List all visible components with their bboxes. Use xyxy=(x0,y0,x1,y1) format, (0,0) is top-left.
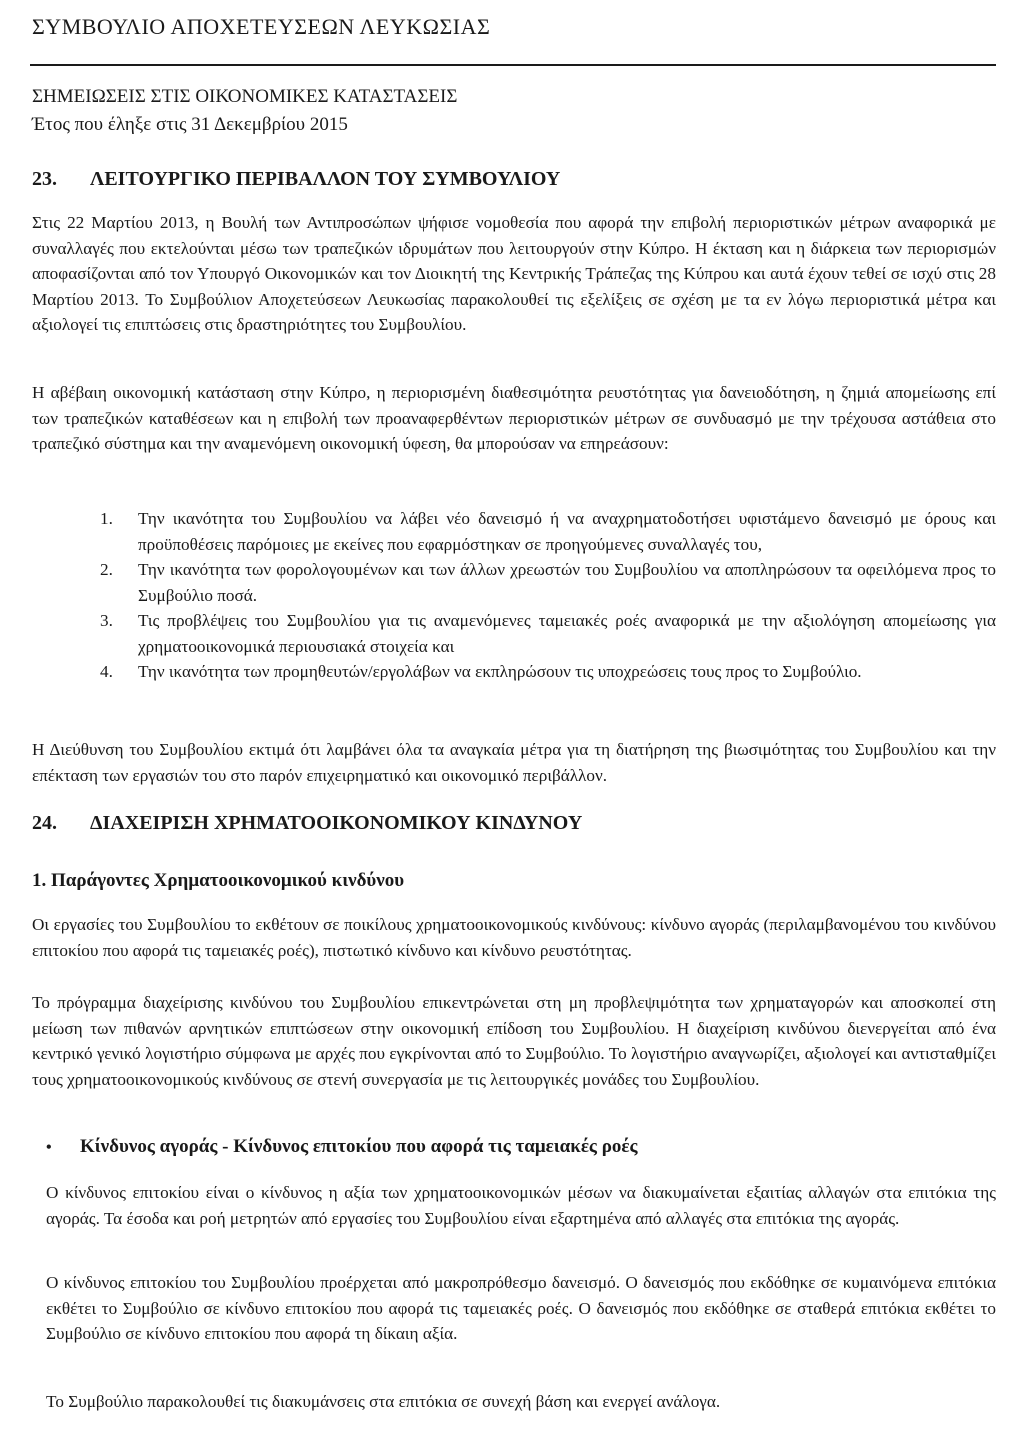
section-23-heading xyxy=(32,168,560,191)
section-number: 23. xyxy=(32,168,57,190)
header-rule xyxy=(30,64,996,66)
section-24-heading xyxy=(32,812,582,835)
list-item-number: 2. xyxy=(100,560,113,579)
list-item xyxy=(100,557,996,608)
year-line: Έτος που έληξε στις 31 Δεκεμβρίου 2015 xyxy=(32,114,348,135)
bullet-icon: • xyxy=(46,1139,52,1156)
section-24-paragraph-1: Οι εργασίες του Συμβουλίου το εκθέτουν σε ποικίλους χρηματοοικονομικούς κινδύνους: κίνδυνο αγοράς (περιλαμβανομένου του κινδύνου επιτοκίου που αφορά τις ταμειακές ροές), πιστωτικό κίνδυνο και κίνδυνο ρευστότητας. xyxy=(32,915,996,960)
notes-title: ΣΗΜΕΙΩΣΕΙΣ ΣΤΙΣ ΟΙΚΟΝΟΜΙΚΕΣ ΚΑΤΑΣΤΑΣΕΙΣ xyxy=(32,86,458,107)
section-24-paragraph-5: Το Συμβούλιο παρακολουθεί τις διακυμάνσεις στα επιτόκια σε συνεχή βάση και ενεργεί ανάλογα. xyxy=(46,1392,721,1411)
organization-title: ΣΥΜΒΟΥΛΙΟ ΑΠΟΧΕΤΕΥΣΕΩΝ ΛΕΥΚΩΣΙΑΣ xyxy=(32,14,491,39)
section-23-paragraph-2: Η αβέβαιη οικονομική κατάσταση στην Κύπρο, η περιορισμένη διαθεσιμότητα ρευστότητας για δανειοδότηση, η ζημιά απομείωσης επί των τραπεζικών καταθέσεων και η επιβολή των προαναφερθέντων περιοριστικών μέτρων σε συνδυασμό με την τρέχουσα αστάθεια στο τραπεζικό σύστημα και την αναμενόμενη οικονομική ύφεση, θα μπορούσαν να επηρεάσουν: xyxy=(32,383,996,453)
section-23-paragraph-1: Στις 22 Μαρτίου 2013, η Βουλή των Αντιπροσώπων ψήφισε νομοθεσία που αφορά την επιβολή περιοριστικών μέτρων αναφορικά με συναλλαγές που εκτελούνται μέσω των τραπεζικών ιδρυμάτων που λειτουργούν στην Κύπρο. Η έκταση και η διάρκεια των περιορισμών αποφασίζονται από τον Υπουργό Οικονομικών και τον Διοικητή της Κεντρικής Τράπεζας της Κύπρου και αυτά έχουν τεθεί σε ισχύ στις 28 Μαρτίου 2013. Το Συμβούλιον Αποχετεύσεων Λευκωσίας παρακολουθεί τις εξελίξεις σε σχέση με τα εν λόγω περιοριστικά μέτρα και αξιολογεί τις επιπτώσεις στις δραστηριότητες του Συμβουλίου. xyxy=(32,213,996,334)
section-title: ΛΕΙΤΟΥΡΓΙΚΟ ΠΕΡΙΒΑΛΛΟΝ ΤΟΥ ΣΥΜΒΟΥΛΙΟΥ xyxy=(90,168,561,190)
section-title: ΔΙΑΧΕΙΡΙΣΗ ΧΡΗΜΑΤΟΟΙΚΟΝΟΜΙΚΟΥ ΚΙΝΔΥΝΟΥ xyxy=(90,812,583,834)
list-item xyxy=(100,608,996,659)
section-number: 24. xyxy=(32,812,57,834)
list-item xyxy=(100,506,996,557)
section-24-paragraph-4: Ο κίνδυνος επιτοκίου του Συμβουλίου προέρχεται από μακροπρόθεσμο δανεισμό. Ο δανεισμός που εκδόθηκε σε κυμαινόμενα επιτόκια εκθέτει το Συμβούλιο σε κίνδυνο επιτοκίου που αφορά τις ταμειακές ροές. Ο δανεισμός που εκδόθηκε σε σταθερά επιτόκια εκθέτει το Συμβούλιο σε κίνδυνο επιτοκίου που αφορά τη δίκαιη αξία. xyxy=(46,1273,996,1343)
list-item-number: 1. xyxy=(100,509,113,528)
section-24-paragraph-2: Το πρόγραμμα διαχείρισης κινδύνου του Συμβουλίου επικεντρώνεται στη μη προβλεψιμότητα των χρηματαγορών και αποσκοπεί στη μείωση των πιθανών αρνητικών επιπτώσεων στην οικονομική επίδοση του Συμβουλίου. Η διαχείριση κινδύνου διενεργείται από ένα κεντρικό γενικό λογιστήριο σύμφωνα με αρχές που εγκρίνονται από το Συμβούλιο. Το λογιστήριο αναγνωρίζει, αξιολογεί και αντισταθμίζει τους χρηματοοικονομικούς κινδύνους σε στενή συνεργασία με τις λειτουργικές μονάδες του Συμβουλίου. xyxy=(32,993,996,1089)
list-item-text: Την ικανότητα του Συμβουλίου να λάβει νέο δανεισμό ή να αναχρηματοδοτήσει υφιστάμενο δανεισμό με όρους και προϋποθέσεις παρόμοιες με εκείνες που εφαρμόστηκαν σε προηγούμενες συναλλαγές του, xyxy=(138,509,996,554)
list-item-number: 3. xyxy=(100,611,113,630)
section-24-paragraph-3: Ο κίνδυνος επιτοκίου είναι ο κίνδυνος η αξία των χρηματοοικονομικών μέσων να διακυμαίνεται εξαιτίας αλλαγών στα επιτόκια της αγοράς. Τα έσοδα και ροή μετρητών από εργασίες του Συμβουλίου είναι εξαρτημένα από αλλαγές στα επιτόκια της αγοράς. xyxy=(46,1183,996,1228)
list-item xyxy=(100,659,996,685)
list-item-number: 4. xyxy=(100,662,113,681)
list-item-text: Την ικανότητα των φορολογουμένων και των άλλων χρεωστών του Συμβουλίου να αποπληρώσουν τα οφειλόμενα προς το Συμβούλιο ποσά. xyxy=(138,560,996,605)
subheading-risk-factors: 1. Παράγοντες Χρηματοοικονομικού κινδύνου xyxy=(32,870,405,891)
list-item-text: Τις προβλέψεις του Συμβουλίου για τις αναμενόμενες ταμειακές ροές αναφορικά με την αξιολόγηση απομείωσης για χρηματοοικονομικά περιουσιακά στοιχεία και xyxy=(138,611,996,656)
market-risk-title: Κίνδυνος αγοράς - Κίνδυνος επιτοκίου που αφορά τις ταμειακές ροές xyxy=(80,1136,638,1157)
section-23-paragraph-3: Η Διεύθυνση του Συμβουλίου εκτιμά ότι λαμβάνει όλα τα αναγκαία μέτρα για τη διατήρηση της βιωσιμότητας του Συμβουλίου και την επέκταση των εργασιών του στο παρόν επιχειρηματικό και οικονομικό περιβάλλον. xyxy=(32,740,996,785)
market-risk-heading xyxy=(46,1136,638,1158)
impact-list xyxy=(100,506,996,685)
list-item-text: Την ικανότητα των προμηθευτών/εργολάβων να εκπληρώσουν τις υποχρεώσεις τους προς το Συμβούλιο. xyxy=(138,662,862,681)
